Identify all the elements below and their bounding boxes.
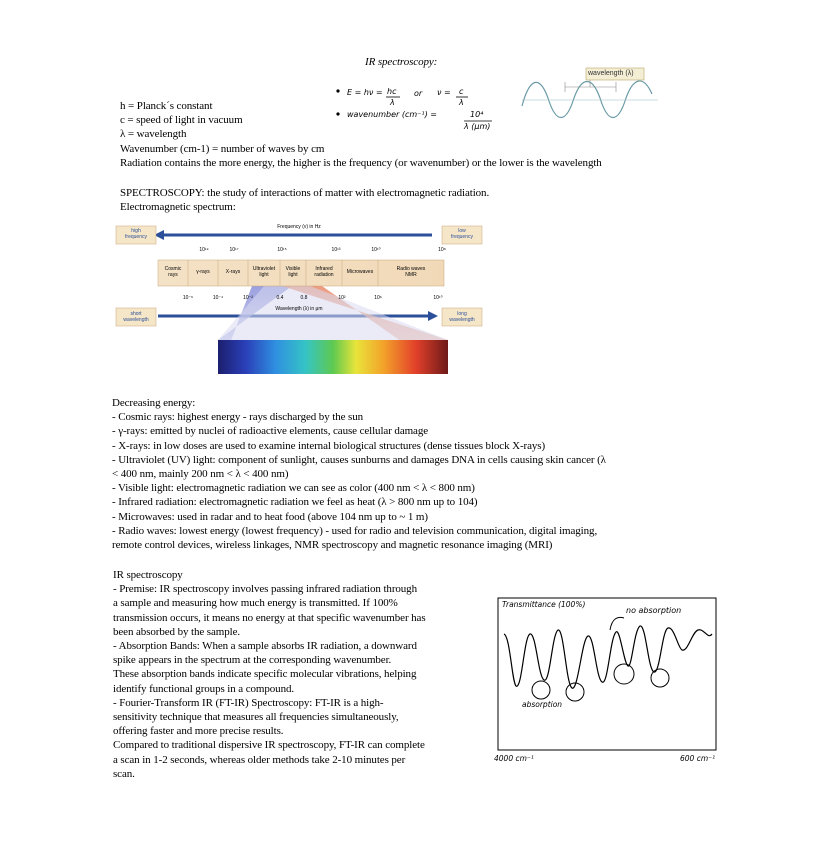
spectrum-heading: Electromagnetic spectrum:	[120, 201, 236, 214]
spectroscopy-definition: SPECTROSCOPY: the study of interactions of matter with electromagnetic radiation.	[120, 187, 490, 199]
wavelength-tick: 0.4	[276, 295, 284, 301]
intro-block	[120, 99, 602, 170]
high-frequency-label	[116, 228, 156, 240]
intro-line: Radiation contains the more energy, the higher is the frequency (or wavenumber) or the lower is the wavelength	[120, 156, 602, 169]
ir-line: identify functional groups in a compound.	[113, 682, 295, 695]
list-item: - Ultraviolet (UV) light: component of sunlight, causes sunburns and damages DNA in cells causing skin cancer (λ	[112, 453, 606, 466]
wavelength-tick: 10⁶	[374, 295, 382, 301]
electromagnetic-spectrum-figure	[114, 222, 486, 374]
energy-formula: E = hν =	[347, 88, 383, 97]
list-item: - Cosmic rays: highest energy - rays discharged by the sun	[112, 411, 364, 424]
ir-line: These absorption bands indicate specific molecular vibrations, helping	[113, 668, 417, 681]
ir-line: a sample and measuring how much energy is transmitted. If 100%	[113, 597, 398, 610]
ir-line: offering faster and more precise results.	[113, 725, 284, 738]
absorption-label: absorption	[522, 700, 563, 709]
ir-line: Compared to traditional dispersive IR spectroscopy, FT-IR can complete	[113, 739, 425, 752]
high-frequency-label-line: high	[131, 228, 141, 234]
list-item: - Visible light: electromagnetic radiation we can see as color (400 nm < λ < 800 nm)	[112, 482, 475, 495]
ir-line: - Absorption Bands: When a sample absorbs IR radiation, a downward	[113, 640, 417, 653]
band-label: Microwaves	[346, 269, 374, 275]
list-item: - Microwaves: used in radar and to heat food (above 104 nm up to ~ 1 m)	[112, 510, 428, 523]
band-label-line: Ultraviolet	[252, 266, 276, 272]
band-label	[248, 266, 280, 278]
no-absorption-label: no absorption	[626, 606, 682, 615]
ir-spectroscopy-text	[113, 568, 426, 781]
page-title: IR spectroscopy:	[365, 56, 438, 68]
intro-line: λ = wavelength	[120, 128, 187, 141]
frequency-tick: 10¹⁹	[199, 247, 209, 253]
wavenumber-denominator: λ (μm)	[464, 122, 491, 131]
ir-line: transmission occurs, it means no energy at that specific wavenumber has	[113, 611, 426, 624]
ir-spectrum-sketch	[492, 594, 726, 770]
low-frequency-label-line: frequency	[451, 234, 473, 240]
band-label-line: NMR	[405, 272, 417, 278]
short-wavelength-label-line: wavelength	[123, 317, 149, 323]
ir-line: - Fourier-Transform IR (FT-IR) Spectroscopy: FT-IR is a high-	[113, 696, 384, 709]
list-item: - Radio waves: lowest energy (lowest frequency) - used for radio and television communication, digital imaging,	[112, 524, 598, 537]
or-text: or	[414, 89, 423, 98]
band-label-line: rays	[168, 272, 178, 278]
band-label-line: Radio waves	[396, 266, 426, 272]
list-item: - X-rays: in low doses are used to examine internal biological structures (dense tissues block X-rays)	[112, 439, 546, 452]
energy-heading: Decreasing energy:	[112, 397, 196, 409]
list-item: - Infrared radiation: electromagnetic radiation we feel as heat (λ > 800 nm up to 104)	[112, 496, 478, 509]
wavenumber-formula: wavenumber (cm⁻¹) =	[347, 110, 437, 119]
short-wavelength-label	[116, 311, 156, 323]
frequency-denominator: λ	[459, 98, 464, 107]
spectroscopy-block	[120, 186, 489, 214]
band-label	[306, 266, 342, 278]
band-label	[378, 266, 444, 278]
wavelength-tick: 0.8	[300, 295, 308, 301]
short-wavelength-label-line: short	[130, 311, 142, 317]
band-label	[158, 266, 188, 278]
wavelength-axis-label: Wavelength (λ) in μm	[275, 306, 323, 312]
ir-line: a scan in 1-2 seconds, whereas older methods take 2-10 minutes per	[113, 753, 406, 766]
wavelength-tick: 10⁻⁴	[212, 295, 224, 301]
wavelength-tick: 10⁻⁶	[182, 295, 194, 301]
ir-line: - Premise: IR spectroscopy involves passing infrared radiation through	[113, 583, 417, 596]
low-frequency-label	[442, 228, 482, 240]
wavelength-tick: 10⁻²	[243, 295, 253, 301]
band-label: γ-rays	[196, 269, 210, 275]
axis-start-label: 4000 cm⁻¹	[494, 754, 534, 763]
wavenumber-numerator: 10⁴	[470, 110, 484, 119]
frequency-tick: 10¹⁰	[371, 247, 381, 253]
ir-spectrum-drawing	[492, 594, 726, 770]
wavelength-label: wavelength (λ)	[588, 70, 634, 77]
ir-line: spike appears in the spectrum at the corresponding wavenumber.	[113, 654, 392, 667]
frequency-numerator: c	[459, 87, 464, 96]
band-label-line: light	[259, 272, 269, 278]
band-label	[280, 266, 306, 278]
band-label-line: radiation	[314, 272, 334, 278]
energy-denominator: λ	[390, 98, 395, 107]
frequency-tick: 10¹⁷	[229, 247, 239, 253]
long-wavelength-label-line: wavelength	[449, 317, 475, 323]
ir-line: scan.	[113, 767, 135, 780]
list-item: - γ-rays: emitted by nuclei of radioactive elements, cause cellular damage	[112, 425, 429, 438]
band-label-line: Visible	[285, 266, 301, 272]
frequency-axis-label: Frequency (ν) in Hz	[277, 224, 321, 230]
band-label: X-rays	[225, 269, 241, 275]
list-item: remote control devices, wireless linkages, NMR spectroscopy and magnetic resonance imaging (MRI)	[112, 539, 553, 552]
axis-end-label: 600 cm⁻¹	[680, 754, 716, 763]
frequency-tick: 10⁸	[438, 247, 446, 253]
intro-line: c = speed of light in vacuum	[120, 114, 243, 127]
energy-list	[112, 396, 606, 552]
band-label-line: Infrared	[315, 266, 333, 272]
long-wavelength-label-line: long	[457, 311, 467, 317]
band-label-line: light	[288, 272, 298, 278]
band-label-line: Cosmic	[164, 266, 182, 272]
frequency-tick: 10¹⁵	[277, 247, 287, 253]
frequency-tick: 10¹³	[331, 247, 341, 253]
frequency-formula: ν =	[437, 88, 451, 97]
energy-numerator: hc	[387, 87, 397, 96]
wavelength-tick: 10²	[338, 295, 346, 301]
long-wavelength-label	[442, 311, 482, 323]
wavelength-tick: 10¹⁰	[433, 295, 443, 301]
ir-line: been absorbed by the sample.	[113, 625, 241, 638]
ir-heading: IR spectroscopy	[113, 569, 183, 581]
ir-line: sensitivity technique that measures all frequencies simultaneously,	[113, 711, 399, 724]
list-item: < 400 nm, mainly 200 nm < λ < 400 nm)	[112, 468, 289, 481]
intro-line: h = Planck´s constant	[120, 100, 213, 112]
high-frequency-label-line: frequency	[125, 234, 147, 240]
intro-line: Wavenumber (cm-1) = number of waves by cm	[120, 142, 325, 155]
transmittance-label: Transmittance (100%)	[502, 600, 586, 609]
low-frequency-label-line: low	[458, 228, 466, 234]
